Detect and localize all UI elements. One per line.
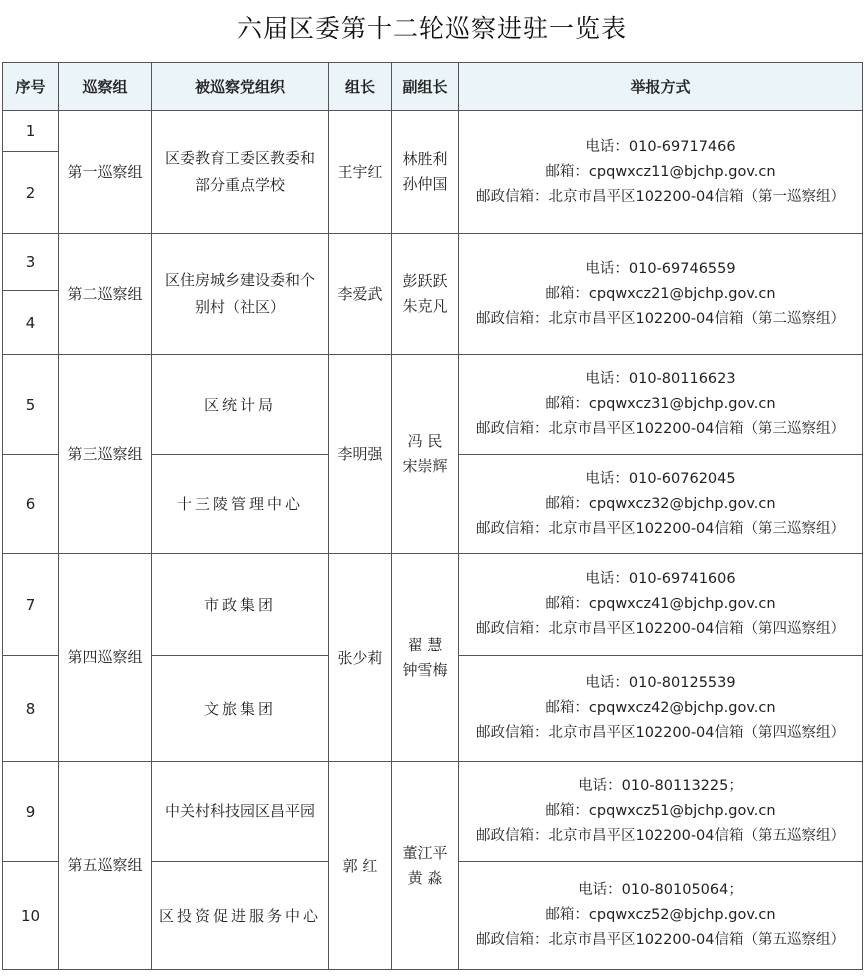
group-name: 第三巡察组	[59, 355, 152, 554]
org-name: 十三陵管理中心	[152, 455, 329, 554]
deputy-names: 翟 慧 钟雪梅	[392, 554, 459, 762]
row-index: 5	[3, 355, 59, 455]
deputy-names: 董江平 黄 淼	[392, 762, 459, 970]
row-index: 1	[3, 111, 59, 152]
page-title: 六届区委第十二轮巡察进驻一览表	[236, 14, 627, 43]
row-index: 4	[3, 291, 59, 355]
report-contact: 电话：010-80113225； 邮箱：cpqwxcz51@bjchp.gov.cn 邮政信箱：北京市昌平区102200-04信箱（第五巡察组）	[459, 762, 863, 862]
row-index: 8	[3, 656, 59, 762]
row-index: 7	[3, 554, 59, 656]
group-name: 第四巡察组	[59, 554, 152, 762]
leader-name: 张少莉	[329, 554, 392, 762]
report-contact: 电话：010-80116623 邮箱：cpqwxcz31@bjchp.gov.cn 邮政信箱：北京市昌平区102200-04信箱（第三巡察组）	[459, 355, 863, 455]
header-leader: 组长	[329, 63, 392, 111]
group-name: 第五巡察组	[59, 762, 152, 970]
report-contact: 电话：010-69741606 邮箱：cpqwxcz41@bjchp.gov.cn 邮政信箱：北京市昌平区102200-04信箱（第四巡察组）	[459, 554, 863, 656]
table-row	[3, 111, 863, 152]
group-name: 第二巡察组	[59, 234, 152, 355]
header-org: 被巡察党组织	[152, 63, 329, 111]
table-row	[3, 554, 863, 656]
org-name: 区统计局	[152, 355, 329, 455]
row-index: 9	[3, 762, 59, 862]
header-deputy: 副组长	[392, 63, 459, 111]
inspection-table	[2, 62, 863, 970]
row-index: 2	[3, 152, 59, 234]
deputy-names: 彭跃跃 朱克凡	[392, 234, 459, 355]
group-name: 第一巡察组	[59, 111, 152, 234]
report-contact: 电话：010-80125539 邮箱：cpqwxcz42@bjchp.gov.cn 邮政信箱：北京市昌平区102200-04信箱（第四巡察组）	[459, 656, 863, 762]
header-index: 序号	[3, 63, 59, 111]
row-index: 3	[3, 234, 59, 291]
header-group: 巡察组	[59, 63, 152, 111]
leader-name: 王宇红	[329, 111, 392, 234]
report-contact: 电话：010-80105064； 邮箱：cpqwxcz52@bjchp.gov.cn 邮政信箱：北京市昌平区102200-04信箱（第五巡察组）	[459, 862, 863, 970]
report-contact: 电话：010-60762045 邮箱：cpqwxcz32@bjchp.gov.cn 邮政信箱：北京市昌平区102200-04信箱（第三巡察组）	[459, 455, 863, 554]
deputy-names: 冯 民 宋崇辉	[392, 355, 459, 554]
org-name: 区投资促进服务中心	[152, 862, 329, 970]
org-name: 中关村科技园区昌平园	[152, 762, 329, 862]
table-row	[3, 762, 863, 862]
leader-name: 李明强	[329, 355, 392, 554]
row-index: 6	[3, 455, 59, 554]
table-row	[3, 355, 863, 455]
row-index: 10	[3, 862, 59, 970]
header-row	[3, 63, 863, 111]
report-contact: 电话：010-69717466 邮箱：cpqwxcz11@bjchp.gov.cn 邮政信箱：北京市昌平区102200-04信箱（第一巡察组）	[459, 111, 863, 234]
org-name: 区住房城乡建设委和个别村（社区）	[152, 234, 329, 355]
table-row	[3, 234, 863, 291]
report-contact: 电话：010-69746559 邮箱：cpqwxcz21@bjchp.gov.cn 邮政信箱：北京市昌平区102200-04信箱（第二巡察组）	[459, 234, 863, 355]
org-name: 文旅集团	[152, 656, 329, 762]
leader-name: 李爱武	[329, 234, 392, 355]
header-report: 举报方式	[459, 63, 863, 111]
org-name: 区委教育工委区教委和部分重点学校	[152, 111, 329, 234]
leader-name: 郭 红	[329, 762, 392, 970]
deputy-names: 林胜利 孙仲国	[392, 111, 459, 234]
org-name: 市政集团	[152, 554, 329, 656]
